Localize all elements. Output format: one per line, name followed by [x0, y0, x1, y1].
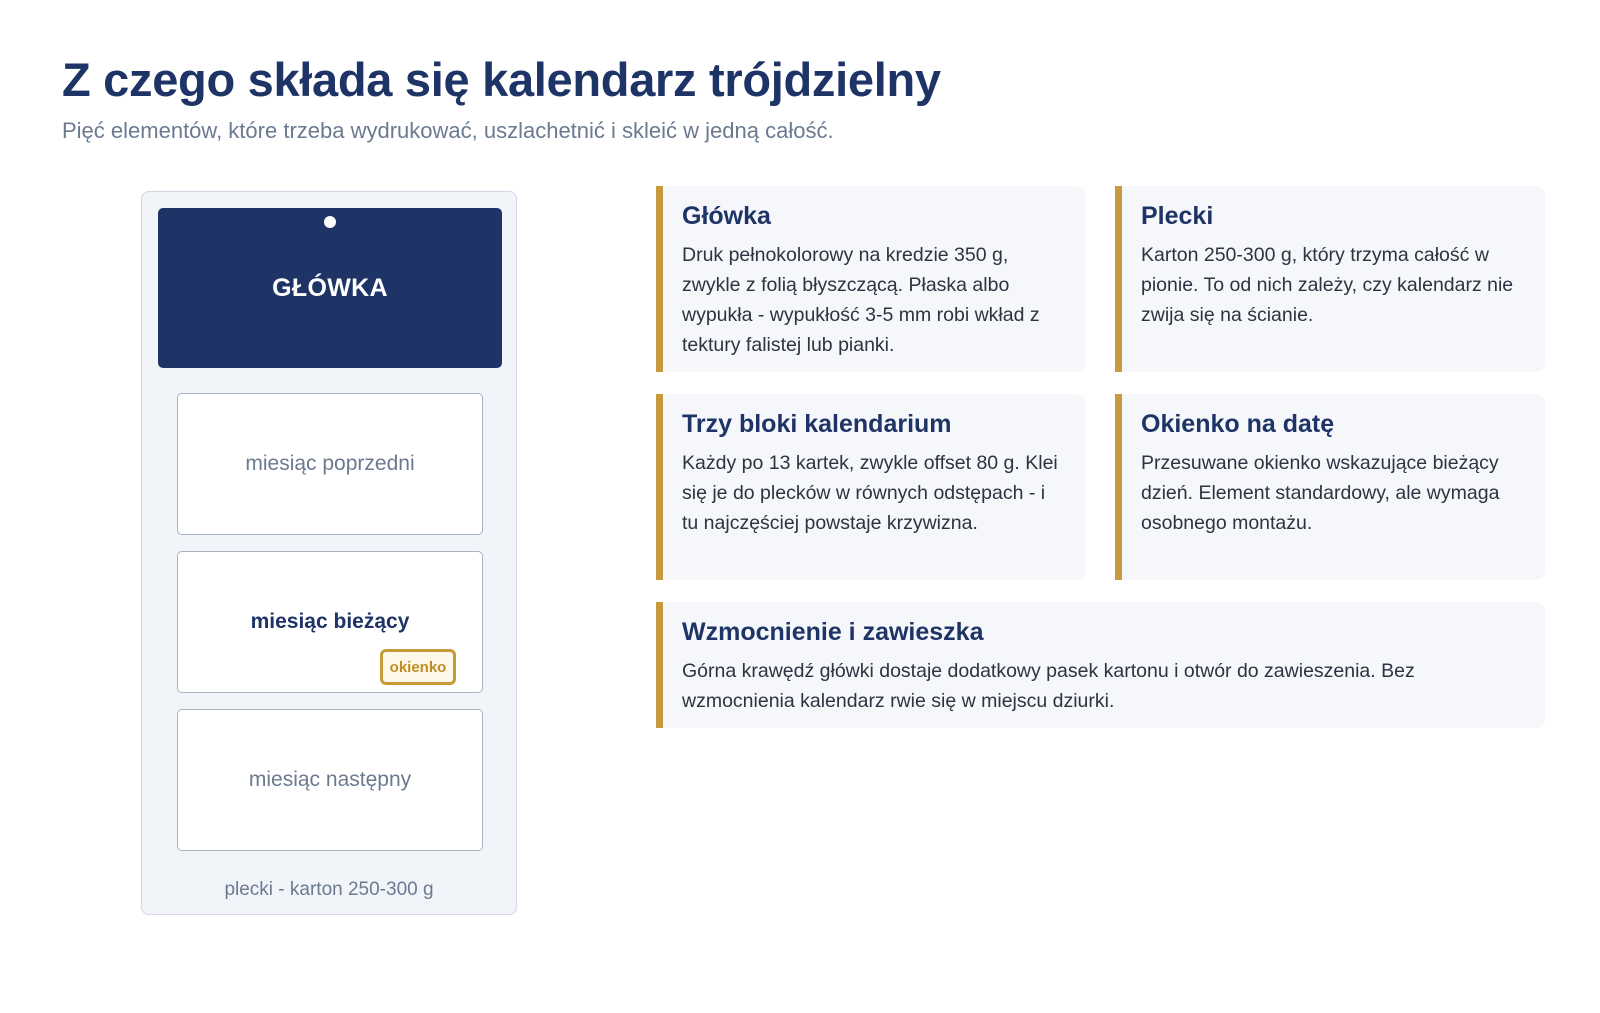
info-card-date-window — [1115, 394, 1545, 580]
info-card-body: Druk pełnokolorowy na kredzie 350 g, zwykle z folią błyszczącą. Płaska albo wypukła - wypukłość 3-5 mm robi wkład z tektury falistej lub pianki. — [682, 244, 1040, 356]
month-pad-previous-label: miesiąc poprzedni — [245, 452, 415, 475]
month-pad-next — [177, 709, 483, 851]
hanger-hole-icon — [324, 216, 336, 228]
month-pad-next-label: miesiąc następny — [248, 768, 412, 791]
date-window-badge: okienko — [380, 649, 456, 685]
month-pad-current — [177, 551, 483, 693]
info-card-reinforcement-hanger — [656, 602, 1545, 728]
page-subtitle: Pięć elementów, które trzeba wydrukować, uszlachetnić i skleić w jedną całość. — [62, 118, 834, 143]
info-card-title: Trzy bloki kalendarium — [682, 410, 952, 438]
info-card-title: Plecki — [1141, 202, 1214, 230]
info-card-title: Główka — [682, 202, 771, 230]
info-card-title: Wzmocnienie i zawieszka — [682, 618, 984, 646]
calendar-header-block — [158, 208, 502, 368]
month-pad-current-label: miesiąc bieżący — [250, 610, 410, 633]
info-card-body: Karton 250-300 g, który trzyma całość w pionie. To od nich zależy, czy kalendarz nie zwija się na ścianie. — [1141, 244, 1514, 326]
info-card-calendar-pads — [656, 394, 1086, 580]
page-title: Z czego składa się kalendarz trójdzielny — [62, 53, 941, 106]
info-card-body: Przesuwane okienko wskazujące bieżący dzień. Element standardowy, ale wymaga osobnego montażu. — [1141, 452, 1500, 534]
info-card-head — [656, 186, 1086, 372]
header-label: GŁÓWKA — [272, 273, 388, 302]
info-card-body: Każdy po 13 kartek, zwykle offset 80 g. Klei się je do plecków w równych odstępach - i tu najczęściej powstaje krzywizna. — [682, 452, 1058, 534]
info-card-body: Górna krawędź główki dostaje dodatkowy pasek kartonu i otwór do zawieszenia. Bez wzmocnienia kalendarz rwie się w miejscu dziurki. — [682, 660, 1415, 712]
info-card-title: Okienko na datę — [1141, 410, 1335, 438]
info-card-back-board — [1115, 186, 1545, 372]
calendar-diagram — [141, 191, 517, 915]
back-board-caption: plecki - karton 250-300 g — [224, 879, 434, 900]
month-pad-previous — [177, 393, 483, 535]
